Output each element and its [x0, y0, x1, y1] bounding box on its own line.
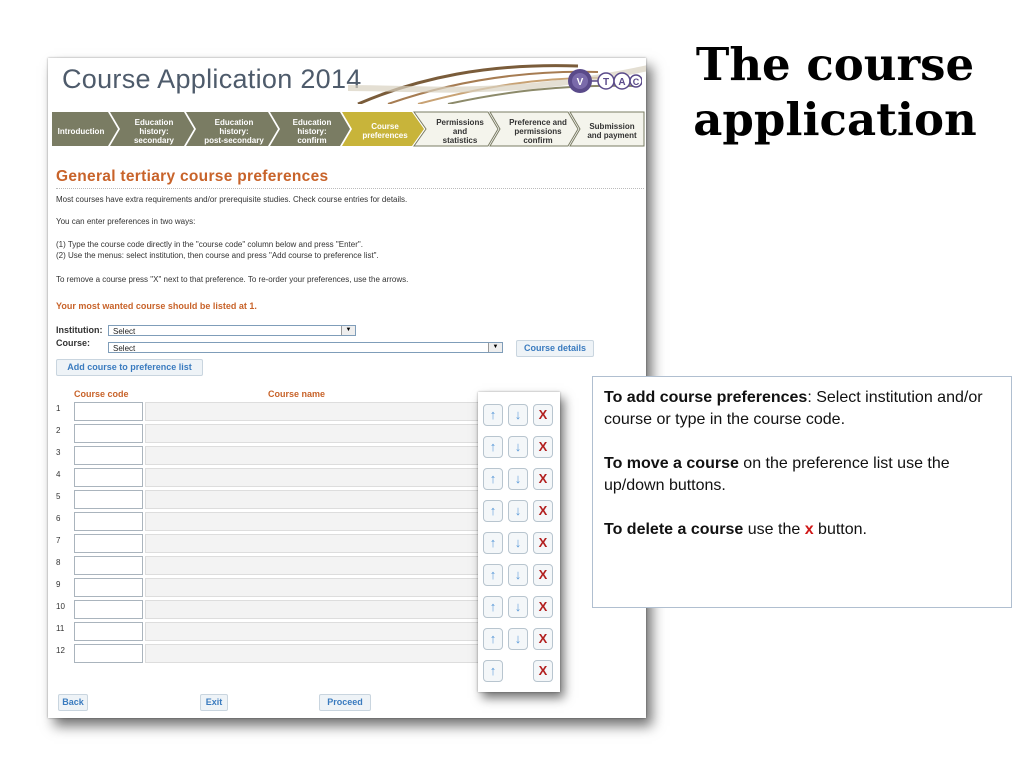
row-number: 11	[56, 624, 65, 633]
slide-title	[650, 37, 1020, 147]
nav-step-label: secondary	[133, 135, 175, 145]
ways-text: You can enter preferences in two ways:	[56, 217, 196, 226]
delete-button-3[interactable]: X	[533, 468, 553, 490]
nav-step-label: history:	[297, 126, 327, 136]
course-name-field	[145, 402, 485, 421]
dropdown-arrow-icon[interactable]: ▼	[341, 326, 355, 335]
move-down-button-3[interactable]: ↓	[508, 468, 528, 490]
svg-text:T: T	[602, 77, 610, 88]
course-select[interactable]	[108, 342, 503, 353]
vtac-logo	[566, 67, 642, 95]
course-code-input[interactable]	[74, 600, 143, 619]
delete-button-7[interactable]: X	[533, 596, 553, 618]
col-course-code: Course code	[74, 389, 129, 399]
course-name-field	[145, 468, 485, 487]
nav-step-education-secondary[interactable]	[118, 112, 190, 150]
nav-step-label: and payment	[587, 131, 637, 140]
row-number: 2	[56, 426, 61, 435]
course-details-button[interactable]: Course details	[516, 340, 594, 357]
course-name-field	[145, 622, 485, 641]
delete-button-6[interactable]: X	[533, 564, 553, 586]
course-name-field	[145, 446, 485, 465]
add-course-button[interactable]: Add course to preference list	[56, 359, 203, 376]
delete-x-icon: x	[804, 521, 814, 538]
row-number: 12	[56, 646, 65, 655]
course-name-field	[145, 512, 485, 531]
way-two-text: (2) Use the menus: select institution, then course and press "Add course to preference list".	[56, 251, 379, 260]
move-up-button-2[interactable]: ↑	[483, 436, 503, 458]
row-number: 8	[56, 558, 61, 567]
nav-step-education-confirm[interactable]	[278, 112, 346, 150]
course-code-input[interactable]	[74, 622, 143, 641]
delete-button-4[interactable]: X	[533, 500, 553, 522]
svg-text:V: V	[576, 77, 584, 88]
delete-button-9[interactable]: X	[533, 660, 553, 682]
delete-instruction	[604, 519, 1000, 541]
nav-step-label: preferences	[362, 131, 408, 140]
move-down-button-5[interactable]: ↓	[508, 532, 528, 554]
nav-step-label: Preference and	[509, 117, 567, 127]
institution-select[interactable]	[108, 325, 356, 336]
move-down-button-7[interactable]: ↓	[508, 596, 528, 618]
move-instruction-bold: To move a course	[604, 455, 739, 472]
move-up-button-6[interactable]: ↑	[483, 564, 503, 586]
delete-instruction-text: use the	[743, 521, 805, 538]
nav-step-introduction[interactable]	[52, 112, 110, 150]
course-code-input[interactable]	[74, 490, 143, 509]
row-number: 1	[56, 404, 61, 413]
add-instruction-bold: To add course preferences	[604, 389, 808, 406]
nav-step-course-preferences[interactable]	[350, 112, 420, 150]
nav-step-label: permissions	[514, 126, 562, 136]
course-code-input[interactable]	[74, 446, 143, 465]
nav-step-label: statistics	[442, 135, 478, 145]
course-label: Course:	[56, 338, 91, 348]
course-code-input[interactable]	[74, 534, 143, 553]
nav-step-label: Education	[214, 117, 254, 127]
course-code-input[interactable]	[74, 402, 143, 421]
nav-step-label: Education	[292, 117, 332, 127]
move-up-button-7[interactable]: ↑	[483, 596, 503, 618]
move-up-button-4[interactable]: ↑	[483, 500, 503, 522]
svg-text:A: A	[618, 77, 626, 88]
row-number: 7	[56, 536, 61, 545]
move-instruction	[604, 453, 1000, 497]
course-code-input[interactable]	[74, 468, 143, 487]
move-up-button-3[interactable]: ↑	[483, 468, 503, 490]
page-heading: General tertiary course preferences	[56, 168, 329, 185]
back-button[interactable]: Back	[58, 694, 88, 711]
nav-step-label: history:	[219, 126, 249, 136]
nav-step-label: confirm	[523, 135, 553, 145]
way-one-text: (1) Type the course code directly in the "course code" column below and press "Enter".	[56, 240, 363, 249]
row-number: 5	[56, 492, 61, 501]
nav-step-permissions-statistics[interactable]	[424, 112, 496, 150]
app-title: Course Application 2014	[62, 64, 362, 94]
add-instruction	[604, 387, 1000, 431]
course-select-value: Select	[113, 344, 136, 353]
delete-button-5[interactable]: X	[533, 532, 553, 554]
move-down-button-2[interactable]: ↓	[508, 436, 528, 458]
delete-button-1[interactable]: X	[533, 404, 553, 426]
course-name-field	[145, 644, 485, 663]
move-down-button-4[interactable]: ↓	[508, 500, 528, 522]
course-code-input[interactable]	[74, 512, 143, 531]
svg-text:C: C	[632, 77, 640, 87]
move-down-button-6[interactable]: ↓	[508, 564, 528, 586]
nav-step-preference-confirm[interactable]	[500, 112, 576, 150]
exit-button[interactable]: Exit	[200, 694, 228, 711]
move-up-button-9[interactable]: ↑	[483, 660, 503, 682]
nav-step-label: Submission	[589, 122, 635, 131]
dropdown-arrow-icon[interactable]: ▼	[488, 343, 502, 352]
move-instruction-text: on the preference list use the up/down buttons.	[604, 455, 950, 494]
nav-step-label: Education	[134, 117, 174, 127]
course-code-input[interactable]	[74, 578, 143, 597]
nav-step-label: confirm	[297, 135, 327, 145]
delete-instruction-end: button.	[813, 521, 867, 538]
institution-label: Institution:	[56, 325, 103, 335]
row-number: 9	[56, 580, 61, 589]
institution-select-value: Select	[113, 327, 136, 336]
slide-title-line1: The course	[695, 38, 975, 91]
course-name-field	[145, 534, 485, 553]
row-number: 6	[56, 514, 61, 523]
col-course-name: Course name	[268, 389, 326, 399]
intro-text: Most courses have extra requirements and/or prerequisite studies. Check course entries for details.	[56, 195, 408, 204]
delete-button-2[interactable]: X	[533, 436, 553, 458]
instructions-box	[592, 376, 1012, 608]
course-code-input[interactable]	[74, 556, 143, 575]
move-up-button-8[interactable]: ↑	[483, 628, 503, 650]
course-name-field	[145, 490, 485, 509]
app-banner	[48, 58, 646, 104]
delete-button-8[interactable]: X	[533, 628, 553, 650]
remove-text: To remove a course press "X" next to that preference. To re-order your preferences, use the arrows.	[56, 275, 409, 284]
nav-step-label: post-secondary	[204, 135, 264, 145]
course-name-field	[145, 600, 485, 619]
row-number: 3	[56, 448, 61, 457]
slide-title-line2: application	[693, 93, 977, 146]
course-name-field	[145, 578, 485, 597]
delete-instruction-bold: To delete a course	[604, 521, 744, 538]
nav-step-submission-payment[interactable]	[580, 112, 644, 150]
row-number: 4	[56, 470, 61, 479]
course-code-input[interactable]	[74, 644, 143, 663]
move-up-button-1[interactable]: ↑	[483, 404, 503, 426]
reorder-controls-panel	[478, 392, 560, 692]
wanted-text: Your most wanted course should be listed at 1.	[56, 301, 257, 311]
nav-step-label: and	[452, 126, 468, 136]
nav-step-label: Permissions	[436, 117, 484, 127]
course-name-field	[145, 556, 485, 575]
nav-step-education-post-secondary[interactable]	[194, 112, 274, 150]
nav-step-label: Introduction	[57, 126, 105, 136]
move-down-button-8[interactable]: ↓	[508, 628, 528, 650]
move-down-button-1[interactable]: ↓	[508, 404, 528, 426]
nav-step-label: history:	[139, 126, 169, 136]
divider	[56, 188, 644, 189]
course-name-field	[145, 424, 485, 443]
nav-step-label: Course	[371, 122, 399, 131]
move-up-button-5[interactable]: ↑	[483, 532, 503, 554]
add-instruction-text: : Select institution and/or course or type in the course code.	[604, 389, 983, 428]
row-number: 10	[56, 602, 65, 611]
proceed-button[interactable]: Proceed	[319, 694, 371, 711]
course-code-input[interactable]	[74, 424, 143, 443]
